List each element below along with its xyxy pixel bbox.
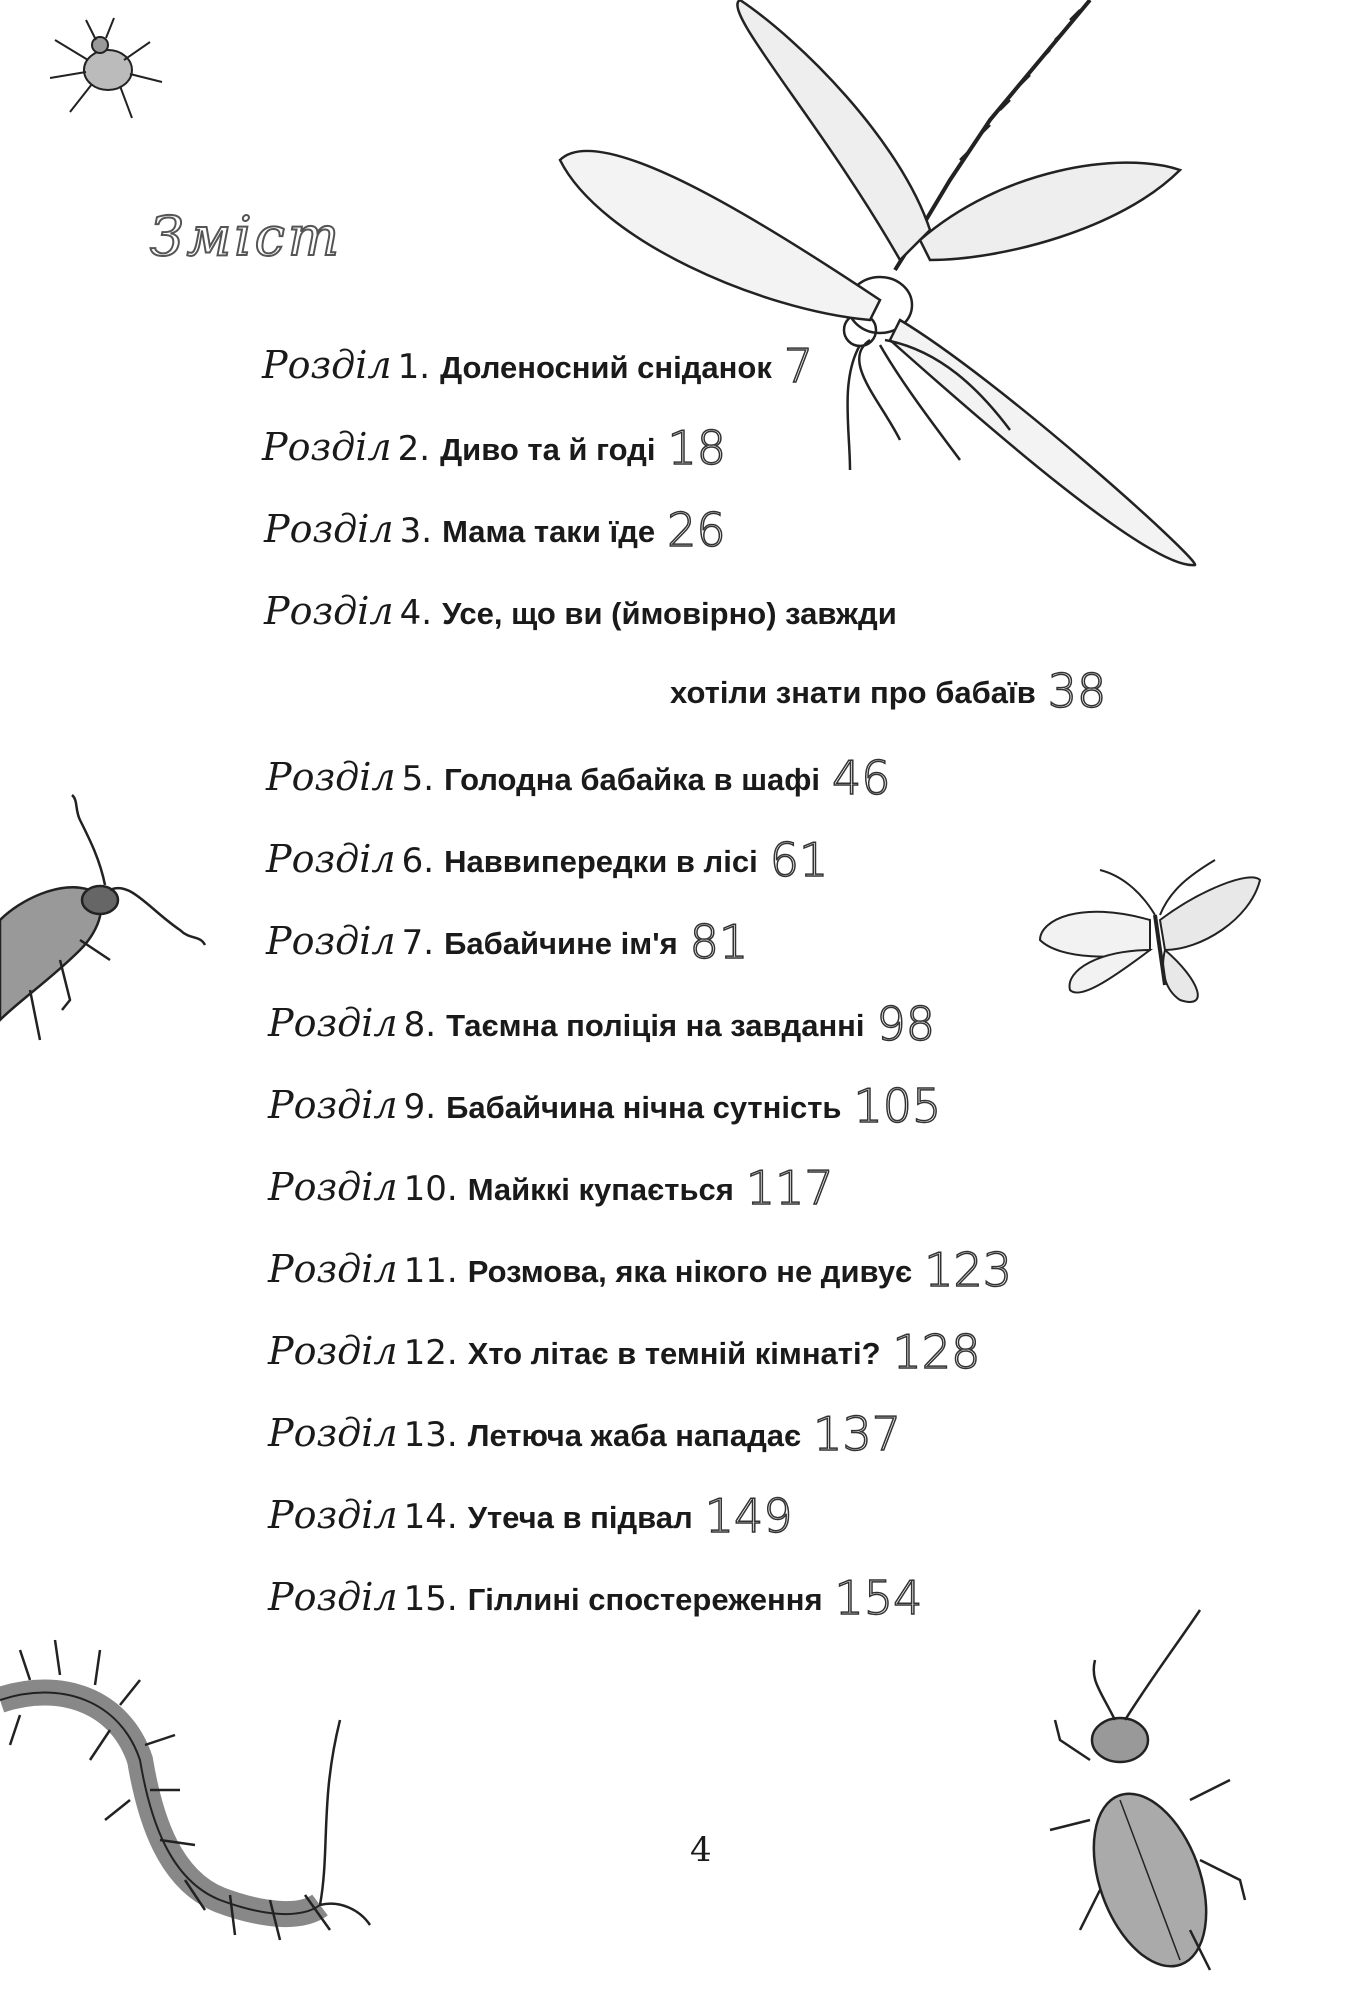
toc-entry [268,1408,901,1461]
moth-icon [1040,860,1260,1002]
chapter-number: 10. [403,1169,458,1209]
chapter-page: 81 [689,915,749,969]
chapter-page: 137 [813,1407,901,1461]
chapter-page: 117 [745,1161,834,1215]
chapter-title: Хто літає в темній кімнаті? [467,1336,881,1371]
chapter-title: Розмова, яка нікого не дивує [467,1254,913,1289]
toc-entry [264,504,726,557]
chapter-number: 9. [403,1087,437,1127]
beetle-icon [0,795,205,1040]
toc-entry [268,1244,1012,1297]
chapter-title: Майккі купається [467,1172,734,1207]
chapter-label: Розділ [268,1575,398,1619]
chapter-number: 1. [397,347,431,387]
chapter-number: 2. [397,429,431,469]
chapter-label: Розділ [266,755,396,799]
chapter-title: Гіллині спостереження [467,1582,823,1617]
chapter-number: 3. [399,511,433,551]
chapter-label: Розділ [266,919,396,963]
toc-entry [266,834,828,887]
chapter-title: Таємна поліція на завданні [446,1008,865,1043]
chapter-title: Бабайчина нічна сутність [446,1090,842,1125]
chapter-title: Мама таки їде [442,514,656,549]
chapter-number: 12. [403,1333,458,1373]
page-title: Зміст [150,205,343,268]
chapter-page: 38 [1047,664,1107,718]
chapter-title-continuation: хотіли знати про бабаїв [670,675,1036,710]
chapter-page: 123 [924,1243,1012,1297]
toc-entry [268,1572,922,1625]
chapter-title: Наввипередки в лісі [444,844,758,879]
chapter-number: 14. [403,1497,458,1537]
toc-entry [268,1326,980,1379]
chapter-title: Доленосний сніданок [440,350,772,385]
chapter-label: Розділ [268,1247,398,1291]
chapter-label: Розділ [264,589,394,633]
toc-entry [268,1162,834,1215]
chapter-number: 4. [399,593,433,633]
toc-entry [268,1080,941,1133]
chapter-title: Бабайчине ім'я [444,926,678,961]
chapter-number: 13. [403,1415,458,1455]
chapter-page: 149 [704,1489,793,1543]
chapter-title: Летюча жаба нападає [467,1418,802,1453]
chapter-page: 26 [667,503,726,557]
chapter-number: 8. [403,1005,437,1045]
chapter-number: 6. [401,841,435,881]
chapter-label: Розділ [268,1083,398,1127]
chapter-label: Розділ [268,1329,398,1373]
tick-icon [50,18,162,118]
chapter-label: Розділ [266,837,396,881]
page-number: 4 [690,1830,712,1870]
chapter-number: 15. [403,1579,458,1619]
toc-entry [264,586,897,639]
chapter-page: 105 [853,1079,942,1133]
chapter-page: 61 [769,833,829,887]
chapter-page: 18 [667,421,726,475]
chapter-number: 11. [403,1251,458,1291]
beetle-icon [1050,1610,1245,1982]
chapter-page: 128 [892,1325,981,1379]
chapter-label: Розділ [268,1411,398,1455]
chapter-label: Розділ [262,343,392,387]
chapter-title: Усе, що ви (ймовірно) завжди [442,596,897,631]
chapter-label: Розділ [268,1165,398,1209]
chapter-page: 46 [832,751,891,805]
chapter-label: Розділ [268,1001,398,1045]
toc-entry-continuation [670,666,1106,718]
chapter-title: Диво та й годі [440,432,656,467]
chapter-number: 7. [401,923,435,963]
centipede-icon [0,1640,370,1940]
chapter-label: Розділ [262,425,392,469]
chapter-page: 98 [876,997,936,1051]
chapter-page: 7 [783,339,814,393]
chapter-number: 5. [401,759,435,799]
chapter-label: Розділ [268,1493,398,1537]
toc-entry [268,1490,793,1543]
toc-entry [266,916,748,969]
toc-entry [268,998,935,1051]
chapter-title: Голодна бабайка в шафі [444,762,821,797]
chapter-label: Розділ [264,507,394,551]
chapter-page: 154 [834,1571,923,1625]
chapter-title: Утеча в підвал [467,1500,693,1535]
dragonfly-icon [560,0,1195,565]
toc-entry [266,752,891,805]
toc-entry [262,422,726,475]
toc-entry [262,340,813,393]
